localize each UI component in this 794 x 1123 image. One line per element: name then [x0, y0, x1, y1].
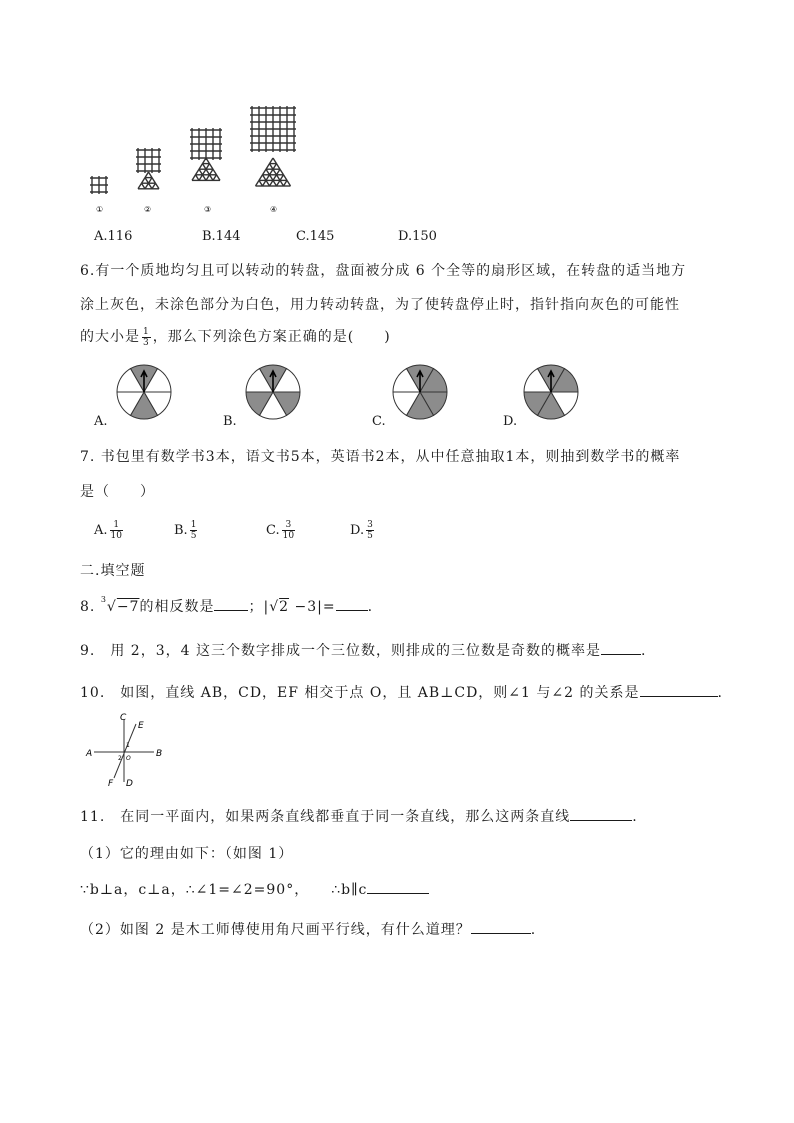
figure-label-4: ④: [270, 205, 278, 214]
q5-option-c[interactable]: C.145: [296, 229, 335, 244]
spinner-c: [390, 362, 450, 422]
q11-reason-blank[interactable]: [367, 881, 429, 894]
spinner-a: [114, 362, 174, 422]
q7-option-b[interactable]: B. $\frac{1}{5}$: [174, 520, 197, 541]
q5-option-d[interactable]: D.150: [398, 229, 437, 244]
svg-text:C: C: [120, 713, 127, 723]
q7-line-1: 7. 书包里有数学书3本，语文书5本，英语书2本，从中任意抽取1本，则抽到数学书的概率: [80, 449, 681, 465]
q6-line-1: 6.有一个质地均匀且可以转动的转盘，盘面被分成 6 个全等的扇形区域，在转盘的适当地方: [80, 263, 687, 279]
q11-blank[interactable]: [570, 808, 632, 821]
q7-option-c[interactable]: C. $\frac{3}{10}$: [266, 520, 295, 541]
q10-blank[interactable]: [640, 684, 718, 697]
q6-option-a[interactable]: A.: [94, 362, 184, 432]
q6-fraction: $\frac{1}{3}$: [143, 326, 150, 348]
matchstick-pattern-figure: [80, 100, 310, 220]
q11-sub1: （1）它的理由如下：（如图 1）: [80, 846, 294, 862]
q8-blank-1[interactable]: [214, 598, 248, 611]
q5-option-a[interactable]: A.116: [94, 229, 133, 244]
intersecting-lines-figure: [84, 710, 174, 790]
q6-option-c[interactable]: C.: [372, 362, 472, 432]
svg-text:A: A: [86, 749, 93, 759]
q8-line: 8. $^3$√−7的相反数是 ；|√2 −3|= .: [80, 595, 374, 615]
q11-reason: ∵b⊥a，c⊥a，∴∠1=∠2=90°， ∴b∥c: [80, 879, 429, 899]
q9-line: 9. 用 2，3，4 这三个数字排成一个三位数，则排成的三位数是奇数的概率是 .: [80, 643, 647, 659]
q8-blank-2[interactable]: [336, 598, 368, 611]
q11-sub2: （2）如图 2 是木工师傅使用角尺画平行线，有什么道理？ .: [80, 922, 537, 938]
q6-line-2: 涂上灰色，未涂色部分为白色，用力转动转盘，为了使转盘停止时，指针指向灰色的可能性: [80, 297, 680, 313]
figure-label-1: ①: [96, 205, 104, 214]
q7-option-d[interactable]: D. $\frac{3}{5}$: [350, 520, 373, 541]
q11-line: 11. 在同一平面内，如果两条直线都垂直于同一条直线，那么这两条直线 .: [80, 809, 638, 825]
q6-line-3: 的大小是 $\frac{1}{3}$ ，那么下列涂色方案正确的是( ): [80, 326, 391, 348]
spinner-b: [243, 362, 303, 422]
svg-text:B: B: [156, 749, 163, 759]
svg-text:2: 2: [118, 755, 122, 762]
section-heading-fill-in: 二.填空题: [80, 563, 146, 579]
q6-option-d[interactable]: D.: [503, 362, 603, 432]
q5-option-b[interactable]: B.144: [202, 229, 241, 244]
q7-option-a[interactable]: A. $\frac{1}{10}$: [94, 520, 122, 541]
q11-sub2-blank[interactable]: [471, 921, 531, 934]
svg-text:D: D: [126, 779, 133, 789]
svg-text:F: F: [108, 779, 114, 789]
q10-line: 10. 如图，直线 AB，CD，EF 相交于点 O，且 AB⊥CD，则∠1 与∠2 的关系是 .: [80, 685, 723, 701]
q6-option-b[interactable]: B.: [223, 362, 323, 432]
svg-text:1: 1: [126, 742, 130, 749]
svg-text:O: O: [126, 755, 131, 762]
spinner-d: [521, 362, 581, 422]
figure-label-2: ②: [144, 205, 152, 214]
figure-label-3: ③: [204, 205, 212, 214]
q7-line-2: 是（ ）: [80, 484, 155, 500]
svg-text:E: E: [138, 721, 144, 731]
q9-blank[interactable]: [601, 642, 641, 655]
